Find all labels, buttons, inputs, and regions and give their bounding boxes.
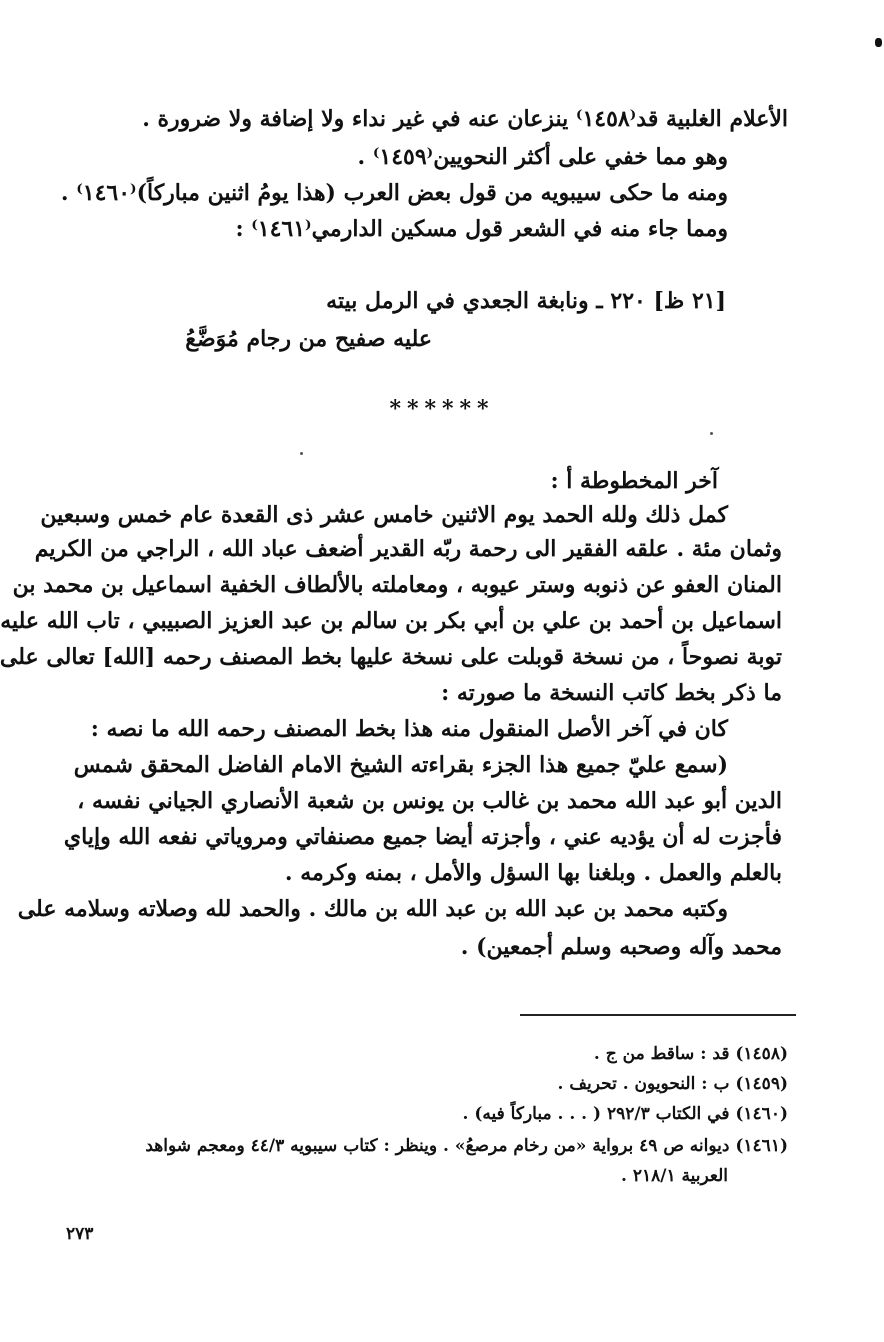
- colophon-heading: آخر المخطوطة أ :: [550, 468, 718, 494]
- colophon-line: كان في آخر الأصل المنقول منه هذا بخط المصنف رحمه الله ما نصه :: [90, 716, 728, 742]
- verse-line: عليه صفيح من رجام مُوَضَّعُ: [185, 326, 432, 352]
- colophon-line: (سمع عليّ جميع هذا الجزء بقراءته الشيخ الامام الفاضل المحقق شمس: [73, 752, 728, 778]
- section-separator: ******: [389, 396, 495, 422]
- footnote-continuation: العربية ٢١٨/١ .: [621, 1166, 728, 1186]
- colophon-line: كمل ذلك ولله الحمد يوم الاثنين خامس عشر ذى القعدة عام خمس وسبعين: [40, 502, 728, 528]
- footnote-divider: [520, 1014, 796, 1016]
- footnote: (١٤٦٠) في الكتاب ٢٩٢/٣ ( . . . مباركاً فيه) .: [462, 1104, 788, 1124]
- colophon-line: وكتبه محمد بن عبد الله بن عبد الله بن مالك . والحمد لله وصلاته وسلامه على: [17, 896, 728, 922]
- colophon-line: المنان العفو عن ذنوبه وستر عيوبه ، ومعاملته بالألطاف الخفية اسماعيل بن محمد بن: [12, 572, 782, 598]
- colophon-line: فأجزت له أن يؤديه عني ، وأجزته أيضا جميع مصنفاتي ومروياتي نفعه الله وإياي: [63, 824, 782, 850]
- paper-speck: [710, 432, 713, 435]
- text-line: ومنه ما حكى سيبويه من قول بعض العرب (هذا يومُ اثنين مباركاً)⁽١٤٦٠⁾ .: [60, 180, 728, 206]
- text-line: الأعلام الغلبية قد⁽١٤٥٨⁾ ينزعان عنه في غير نداء ولا إضافة ولا ضرورة .: [142, 106, 788, 132]
- text-line: ومما جاء منه في الشعر قول مسكين الدارمي⁽١٤٦١⁾ :: [235, 216, 728, 242]
- paper-speck: [300, 452, 303, 455]
- colophon-line: ما ذكر بخط كاتب النسخة ما صورته :: [441, 680, 782, 706]
- colophon-line: توبة نصوحاً ، من نسخة قوبلت على نسخة عليها بخط المصنف رحمه [الله] تعالى على: [0, 644, 782, 670]
- colophon-line: بالعلم والعمل . وبلغنا بها السؤل والأمل ، بمنه وكرمه .: [284, 860, 782, 886]
- text-line: وهو مما خفي على أكثر النحويين⁽١٤٥٩⁾ .: [357, 144, 728, 170]
- colophon-line: اسماعيل بن أحمد بن علي بن أبي بكر بن سالم بن عبد العزيز الصبيبي ، تاب الله عليه: [0, 608, 782, 634]
- footnote: (١٤٥٩) ب : النحويون . تحريف .: [557, 1074, 788, 1094]
- colophon-line: محمد وآله وصحبه وسلم أجمعين) .: [460, 934, 782, 960]
- page-number: ٢٧٣: [66, 1224, 94, 1244]
- verse-line: [٢١ ظ] ٢٢٠ ـ ونابغة الجعدي في الرمل بيته: [326, 288, 726, 314]
- footnote: (١٤٦١) ديوانه ص ٤٩ برواية «من رخام مرصعُ» . وينظر : كتاب سيبويه ٤٤/٣ ومعجم شواهد: [145, 1136, 788, 1156]
- footnote: (١٤٥٨) قد : ساقط من ج .: [593, 1044, 788, 1064]
- colophon-line: الدين أبو عبد الله محمد بن غالب بن يونس بن شعبة الأنصاري الجياني نفسه ،: [77, 788, 782, 814]
- ink-mark: [875, 38, 882, 47]
- colophon-line: وثمان مئة . علقه الفقير الى رحمة ربّه القدير أضعف عباد الله ، الراجي من الكريم: [34, 536, 782, 562]
